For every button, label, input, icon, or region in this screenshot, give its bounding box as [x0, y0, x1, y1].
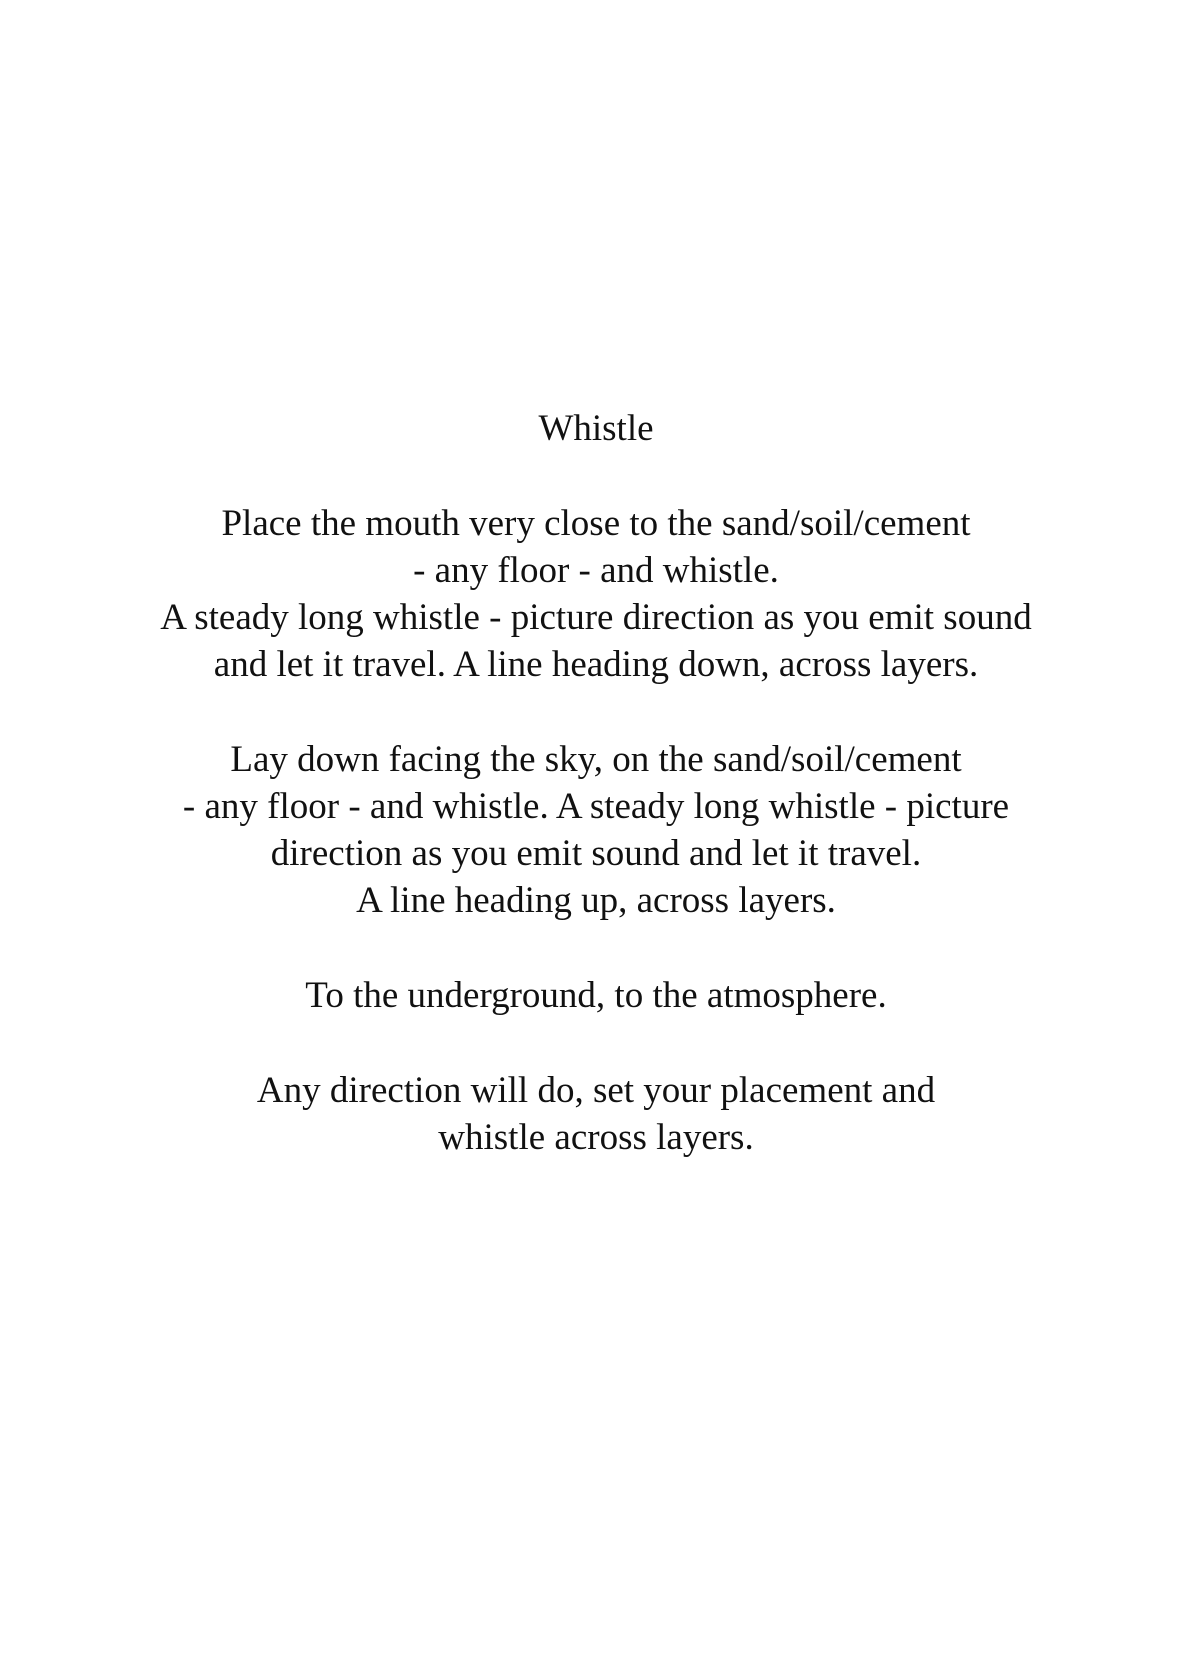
stanza-4-line-2: whistle across layers.: [438, 1117, 754, 1158]
stanza-2-line-1: Lay down facing the sky, on the sand/soil/cement: [230, 739, 962, 780]
stanza-3: [96, 972, 1096, 1019]
stanza-2: [96, 736, 1096, 924]
stanza-1-line-4: and let it travel. A line heading down, across layers.: [213, 644, 979, 685]
stanza-4-line-1: Any direction will do, set your placement and: [256, 1070, 936, 1111]
stanza-1: [96, 500, 1096, 688]
poem-title: Whistle: [538, 408, 654, 449]
stanza-4: [96, 1067, 1096, 1161]
stanza-3-line-1: To the underground, to the atmosphere.: [305, 975, 887, 1016]
stanza-1-line-1: Place the mouth very close to the sand/soil/cement: [221, 503, 971, 544]
stanza-2-line-4: A line heading up, across layers.: [356, 880, 836, 921]
stanza-1-line-3: A steady long whistle - picture direction as you emit sound: [160, 597, 1032, 638]
stanza-2-line-2: - any floor - and whistle. A steady long whistle - picture: [182, 786, 1010, 827]
stanza-2-line-3: direction as you emit sound and let it travel.: [270, 833, 922, 874]
stanza-1-line-2: - any floor - and whistle.: [413, 550, 779, 591]
poem-body: [96, 405, 1096, 1161]
